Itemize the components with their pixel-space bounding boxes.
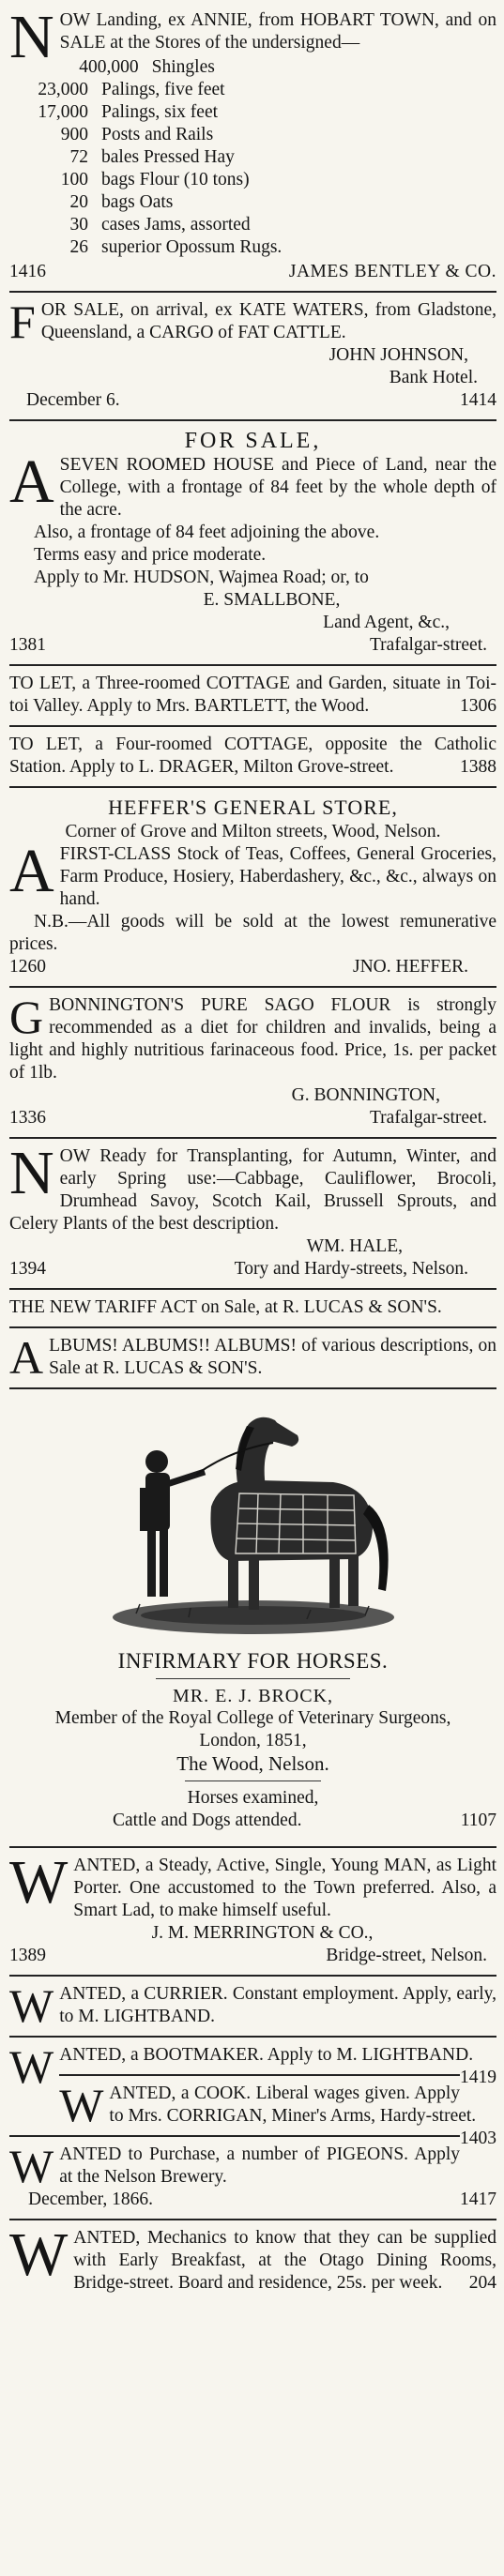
- ad-text: TO LET, a Three-roomed COTTAGE and Garden, situate in Toi-toi Valley. Apply to Mrs. BARTLETT, the Wood.: [9, 674, 496, 716]
- ad-to-let-toitoi: [9, 669, 496, 722]
- ad-text: OW Landing, ex ANNIE, from HOBART TOWN, and on SALE at the Stores of the undersigned—: [59, 10, 496, 53]
- ad-footer: [9, 261, 496, 283]
- goods-quantity: 20: [69, 192, 88, 212]
- vet-name: MR. E. J. BROCK,: [172, 1686, 334, 1706]
- ad-number: 1394: [9, 1259, 46, 1279]
- divider: [9, 291, 496, 293]
- ad-heading: FOR SALE,: [184, 429, 322, 453]
- dropcap: W: [9, 1979, 54, 2032]
- ad-number: 1389: [9, 1946, 46, 1965]
- goods-description: superior Opossum Rugs.: [101, 237, 283, 257]
- ad-note: N.B.—All goods will be sold at the lowest remunerative prices.: [9, 912, 496, 954]
- ad-plants-transplanting: [9, 1139, 496, 1285]
- ad-to-let-catholic-station: [9, 730, 496, 783]
- horse-illustration: [9, 1396, 496, 1648]
- ad-signature-sub: Bank Hotel.: [389, 368, 478, 387]
- ad-signature: J. M. MERRINGTON & CO.,: [151, 1923, 374, 1943]
- goods-description: Posts and Rails: [101, 125, 214, 144]
- dropcap: A: [9, 1331, 44, 1384]
- ad-footer: [9, 1107, 496, 1129]
- ad-text: OR SALE, on arrival, ex KATE WATERS, from Gladstone, Queensland, a CARGO of FAT CATTLE.: [40, 300, 496, 342]
- dropcap: N: [9, 3, 54, 71]
- goods-list-item: [9, 79, 496, 101]
- goods-list-item: [9, 169, 496, 191]
- divider: [9, 1137, 496, 1139]
- ad-for-sale-house: [9, 424, 496, 661]
- ad-text: ANTED to Purchase, a number of PIGEONS. Apply at the Nelson Brewery.: [59, 2144, 460, 2187]
- ad-wanted-cook: [9, 2079, 496, 2148]
- goods-list-item: [9, 101, 496, 124]
- goods-list-item: [9, 146, 496, 169]
- ad-number: 204: [468, 2273, 496, 2293]
- short-divider: [156, 1678, 351, 1679]
- horse-and-groom-engraving: [99, 1403, 408, 1638]
- goods-quantity: 72: [69, 147, 88, 167]
- ad-line: Apply to Mr. HUDSON, Wajmea Road; or, to: [34, 568, 369, 587]
- ad-sago-flour: [9, 991, 496, 1134]
- divider: [59, 2074, 460, 2076]
- ad-text: FIRST-CLASS Stock of Teas, Coffees, General Groceries, Farm Produce, Hosiery, Haberdashery, &c., &c., always on hand.: [59, 844, 496, 909]
- ad-footer: [9, 634, 496, 657]
- dropcap: W: [9, 1848, 69, 1917]
- ad-date: December 6.: [26, 390, 120, 410]
- ad-new-tariff-act: [9, 1293, 496, 1324]
- dropcap: F: [9, 295, 36, 348]
- ad-infirmary-for-horses: [9, 1392, 496, 1837]
- ad-text: BONNINGTON'S PURE SAGO FLOUR is strongly recommended as a diet for children and invalids, being a light and highly nutritious farinaceous food. Price, 1s. per packet of 1lb.: [9, 995, 496, 1083]
- dropcap: N: [9, 1139, 54, 1207]
- ad-text: THE NEW TARIFF ACT on Sale, at R. LUCAS & SON'S.: [9, 1297, 442, 1317]
- ad-signature: G. BONNINGTON,: [291, 1085, 440, 1105]
- divider: [9, 786, 496, 788]
- divider: [9, 1288, 496, 1290]
- ad-footer: [9, 1258, 496, 1280]
- ad-wanted-mechanics-breakfast: [9, 2220, 496, 2299]
- ad-heading: INFIRMARY FOR HORSES.: [117, 1649, 389, 1673]
- ad-number: 1414: [460, 390, 496, 410]
- goods-description: Palings, five feet: [101, 80, 225, 99]
- divider: [9, 664, 496, 666]
- divider: [9, 1975, 496, 1977]
- ad-address: Bridge-street, Nelson.: [326, 1946, 487, 1965]
- goods-quantity: 400,000: [79, 57, 139, 77]
- goods-quantity: 23,000: [38, 80, 88, 99]
- ad-text: ANTED, a COOK. Liberal wages given. Apply to Mrs. CORRIGAN, Miner's Arms, Hardy-street.: [109, 2084, 477, 2126]
- divider: [9, 2219, 496, 2220]
- ad-footer: [9, 389, 496, 412]
- short-divider: [185, 1780, 321, 1781]
- goods-description: Palings, six feet: [101, 102, 219, 122]
- ad-number: 1336: [9, 1108, 46, 1128]
- divider: [9, 2036, 496, 2038]
- dropcap: W: [9, 2040, 54, 2093]
- divider: [9, 2135, 460, 2137]
- goods-quantity: 26: [69, 237, 88, 257]
- ad-line: Terms easy and price moderate.: [34, 545, 267, 565]
- goods-list-item: [60, 56, 496, 79]
- goods-list: [9, 56, 496, 259]
- goods-list-item: [9, 236, 496, 259]
- dropcap: G: [9, 991, 44, 1043]
- goods-description: cases Jams, assorted: [101, 215, 251, 235]
- ad-number: 1417: [460, 2190, 496, 2209]
- divider: [9, 419, 496, 421]
- ad-number: 1388: [460, 757, 496, 777]
- ad-signature-sub: Land Agent, &c.,: [323, 613, 450, 632]
- ad-signature: JAMES BENTLEY & CO.: [288, 262, 496, 281]
- goods-quantity: 17,000: [38, 102, 88, 122]
- ad-line: Also, a frontage of 84 feet adjoining the above.: [34, 523, 380, 542]
- divider: [9, 1846, 496, 1848]
- ad-footer: [9, 2189, 496, 2211]
- ad-signature: JOHN JOHNSON,: [328, 345, 468, 365]
- goods-description: bags Oats: [101, 192, 174, 212]
- divider: [9, 986, 496, 988]
- ad-number: 1416: [9, 262, 46, 281]
- goods-quantity: 30: [69, 215, 88, 235]
- dropcap: A: [9, 837, 54, 905]
- goods-description: Shingles: [151, 57, 215, 77]
- ad-heffers-general-store: [9, 791, 496, 983]
- dropcap: W: [59, 2079, 104, 2131]
- dropcap: A: [9, 447, 54, 516]
- goods-list-item: [9, 191, 496, 214]
- goods-list-item: [9, 124, 496, 146]
- ad-albums: [9, 1331, 496, 1385]
- ad-subheading: Corner of Grove and Milton streets, Wood, Nelson.: [65, 822, 441, 841]
- ad-address: Trafalgar-street.: [369, 635, 487, 655]
- ad-text: LBUMS! ALBUMS!! ALBUMS! of various descriptions, on Sale at R. LUCAS & SON'S.: [49, 1336, 496, 1378]
- ad-annie-cargo: [9, 3, 496, 288]
- ad-text: ANTED, a Steady, Active, Single, Young MAN, as Light Porter. One accustomed to the Town preferred. Also, a Smart Lad, to make himself useful.: [73, 1856, 496, 1920]
- divider: [9, 1387, 496, 1389]
- ad-footer: [9, 1810, 496, 1832]
- ad-number: 1403: [460, 2129, 496, 2148]
- ad-wanted-bootmaker: [9, 2040, 496, 2093]
- ad-text: ANTED, a CURRIER. Constant employment. Apply, early, to M. LIGHTBAND.: [59, 1984, 496, 2026]
- goods-quantity: 900: [60, 125, 88, 144]
- goods-description: bags Flour (10 tons): [101, 170, 250, 189]
- ad-kate-waters: [9, 295, 496, 417]
- ad-signature: JNO. HEFFER.: [353, 957, 468, 977]
- ad-text: ANTED, Mechanics to know that they can be supplied with Early Breakfast, at the Otago Dining Rooms, Bridge-street. Board and residence, 25s. per week.: [73, 2228, 496, 2293]
- divider: [9, 1326, 496, 1328]
- ad-heading: HEFFER'S GENERAL STORE,: [108, 796, 398, 819]
- dropcap: W: [9, 2220, 69, 2289]
- ad-text: ANTED, a BOOTMAKER. Apply to M. LIGHTBAND.: [59, 2045, 474, 2065]
- goods-list-item: [9, 214, 496, 236]
- ad-line: London, 1851,: [199, 1731, 307, 1750]
- ad-number: 1107: [460, 1811, 496, 1830]
- ad-footer: [9, 956, 496, 978]
- ad-address: Tory and Hardy-streets, Nelson.: [234, 1259, 468, 1279]
- goods-quantity: 100: [60, 170, 88, 189]
- ad-wanted-pigeons: [9, 2140, 496, 2216]
- ad-line: The Wood, Nelson.: [176, 1752, 329, 1775]
- ad-line: Member of the Royal College of Veterinary Surgeons,: [54, 1708, 451, 1728]
- divider: [9, 725, 496, 727]
- ad-line: Horses examined,: [187, 1788, 319, 1808]
- ad-number: 1306: [460, 696, 496, 716]
- ad-text: SEVEN ROOMED HOUSE and Piece of Land, near the College, with a frontage of 84 feet by the whole depth of the acre.: [59, 455, 496, 520]
- ad-number: 1381: [9, 635, 46, 655]
- ad-line: Cattle and Dogs attended.: [113, 1811, 302, 1830]
- ad-signature: WM. HALE,: [306, 1236, 403, 1256]
- ad-wanted-currier: [9, 1979, 496, 2033]
- dropcap: W: [9, 2140, 54, 2192]
- goods-description: bales Pressed Hay: [101, 147, 235, 167]
- ad-signature: E. SMALLBONE,: [203, 590, 341, 610]
- ad-footer: [9, 1945, 496, 1967]
- ad-wanted-light-porter: [9, 1848, 496, 1972]
- ad-number: 1419: [460, 2068, 496, 2087]
- ad-text: TO LET, a Four-roomed COTTAGE, opposite the Catholic Station. Apply to L. DRAGER, Milton Grove-street.: [9, 735, 496, 777]
- ad-address: Trafalgar-street.: [369, 1108, 487, 1128]
- ad-number: 1260: [9, 957, 46, 977]
- ad-text: OW Ready for Transplanting, for Autumn, Winter, and early Spring use:—Cabbage, Cauliflower, Brocoli, Drumhead Savoy, Scotch Kail, Brussell Sprouts, and Celery Plants of the best description.: [9, 1146, 496, 1234]
- ad-date: December, 1866.: [28, 2190, 153, 2209]
